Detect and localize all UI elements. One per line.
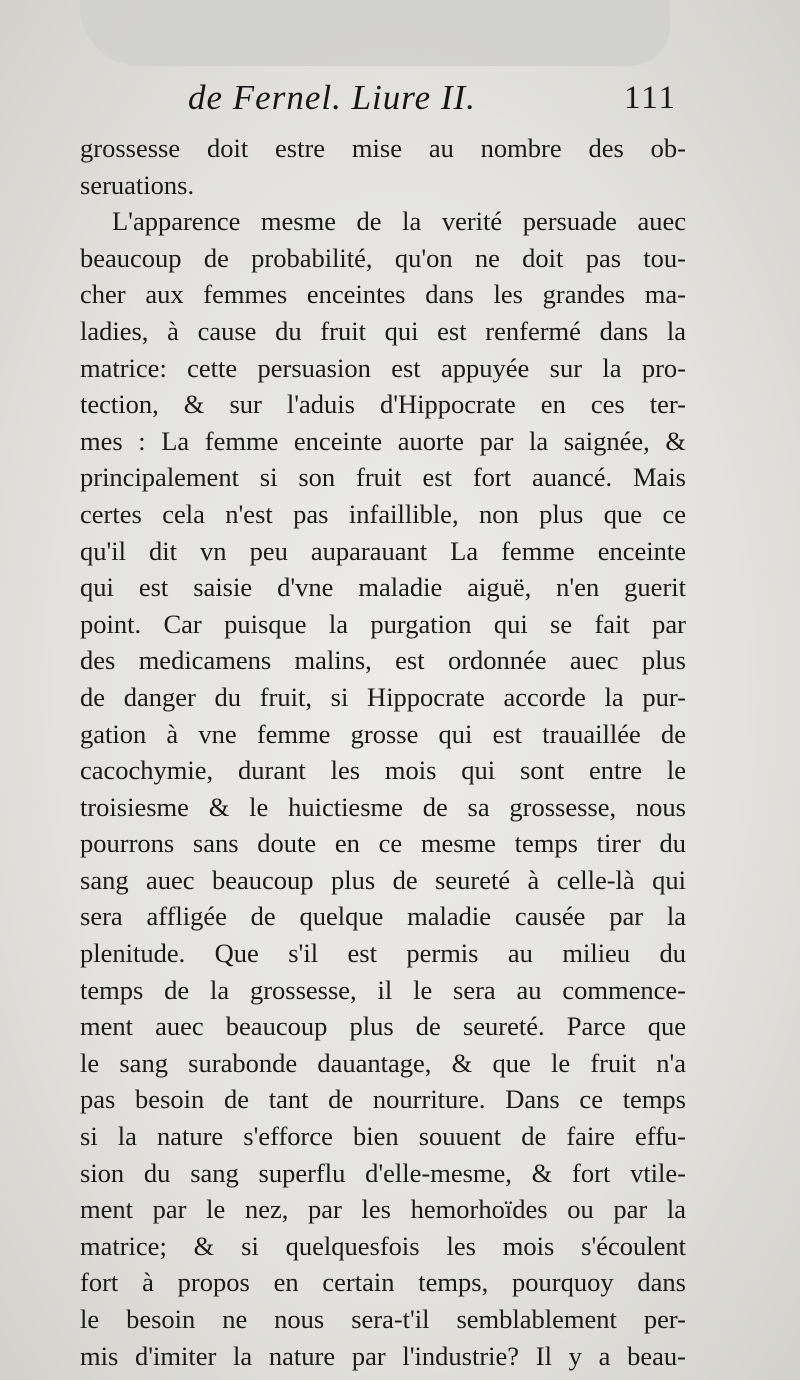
- text-line: beaucoup de probabilité, qu'on ne doit pas tou-: [80, 242, 686, 273]
- text-line: si la nature s'efforce bien souuent de faire effu-: [80, 1121, 686, 1152]
- text-line: le besoin ne nous sera-t'il semblablement per-: [80, 1304, 686, 1334]
- text-block: [80, 130, 686, 1374]
- text-line: pas besoin de tant de nourriture. Dans ce temps: [80, 1084, 686, 1115]
- text-line: ladies, à cause du fruit qui est renfermé dans la: [80, 315, 686, 346]
- text-line: sion du sang superflu d'elle-mesme, & fort vtile-: [80, 1157, 686, 1188]
- text-line: gation à vne femme grosse qui est trauaillée de: [80, 718, 686, 749]
- running-head: [0, 78, 800, 128]
- text-line: mis d'imiter la nature par l'industrie? Il y a beau-: [80, 1340, 686, 1371]
- text-line: de danger du fruit, si Hippocrate accorde la pur-: [80, 681, 686, 712]
- page-number: 111: [624, 80, 678, 116]
- text-line: fort à propos en certain temps, pourquoy dans: [80, 1267, 686, 1298]
- text-line: plenitude. Que s'il est permis au milieu du: [80, 938, 686, 969]
- text-line: troisiesme & le huictiesme de sa grossesse, nous: [80, 791, 686, 822]
- text-line: certes cela n'est pas infaillible, non plus que ce: [80, 498, 686, 529]
- text-line: sang auec beaucoup plus de seureté à celle-là qui: [80, 864, 686, 895]
- text-line: qu'il dit vn peu auparauant La femme enceinte: [80, 535, 686, 566]
- paragraph-first-line: L'apparence mesme de la verité persuade auec: [112, 206, 686, 237]
- text-line: des medicamens malins, est ordonnée auec plus: [80, 645, 686, 676]
- text-line: grossesse doit estre mise au nombre des ob-: [80, 133, 686, 163]
- text-line: matrice: cette persuasion est appuyée sur la pro-: [80, 352, 686, 383]
- text-line: cher aux femmes enceintes dans les grandes ma-: [80, 279, 686, 310]
- text-line: mes : La femme enceinte auorte par la saignée, &: [80, 425, 686, 456]
- text-line: pourrons sans doute en ce mesme temps tirer du: [80, 828, 686, 859]
- text-line: qui est saisie d'vne maladie aiguë, n'en guerit: [80, 572, 686, 603]
- running-title: de Fernel. Liure II.: [188, 78, 476, 117]
- text-line: point. Car puisque la purgation qui se fait par: [80, 608, 686, 639]
- text-line: ment auec beaucoup plus de seureté. Parce que: [80, 1011, 686, 1042]
- text-line: le sang surabonde dauantage, & que le fruit n'a: [80, 1047, 686, 1078]
- tape-mark: [80, 0, 670, 66]
- text-line: ment par le nez, par les hemorhoïdes ou par la: [80, 1194, 686, 1225]
- text-line: tection, & sur l'aduis d'Hippocrate en ces ter-: [80, 389, 686, 420]
- text-line: seruations.: [80, 169, 195, 200]
- text-line: matrice; & si quelquesfois les mois s'écoulent: [80, 1230, 686, 1261]
- text-line: cacochymie, durant les mois qui sont entre le: [80, 755, 686, 786]
- text-line: sera affligée de quelque maladie causée par la: [80, 901, 686, 932]
- text-line: temps de la grossesse, il le sera au commence-: [80, 974, 686, 1005]
- text-line: principalement si son fruit est fort auancé. Mais: [80, 462, 686, 493]
